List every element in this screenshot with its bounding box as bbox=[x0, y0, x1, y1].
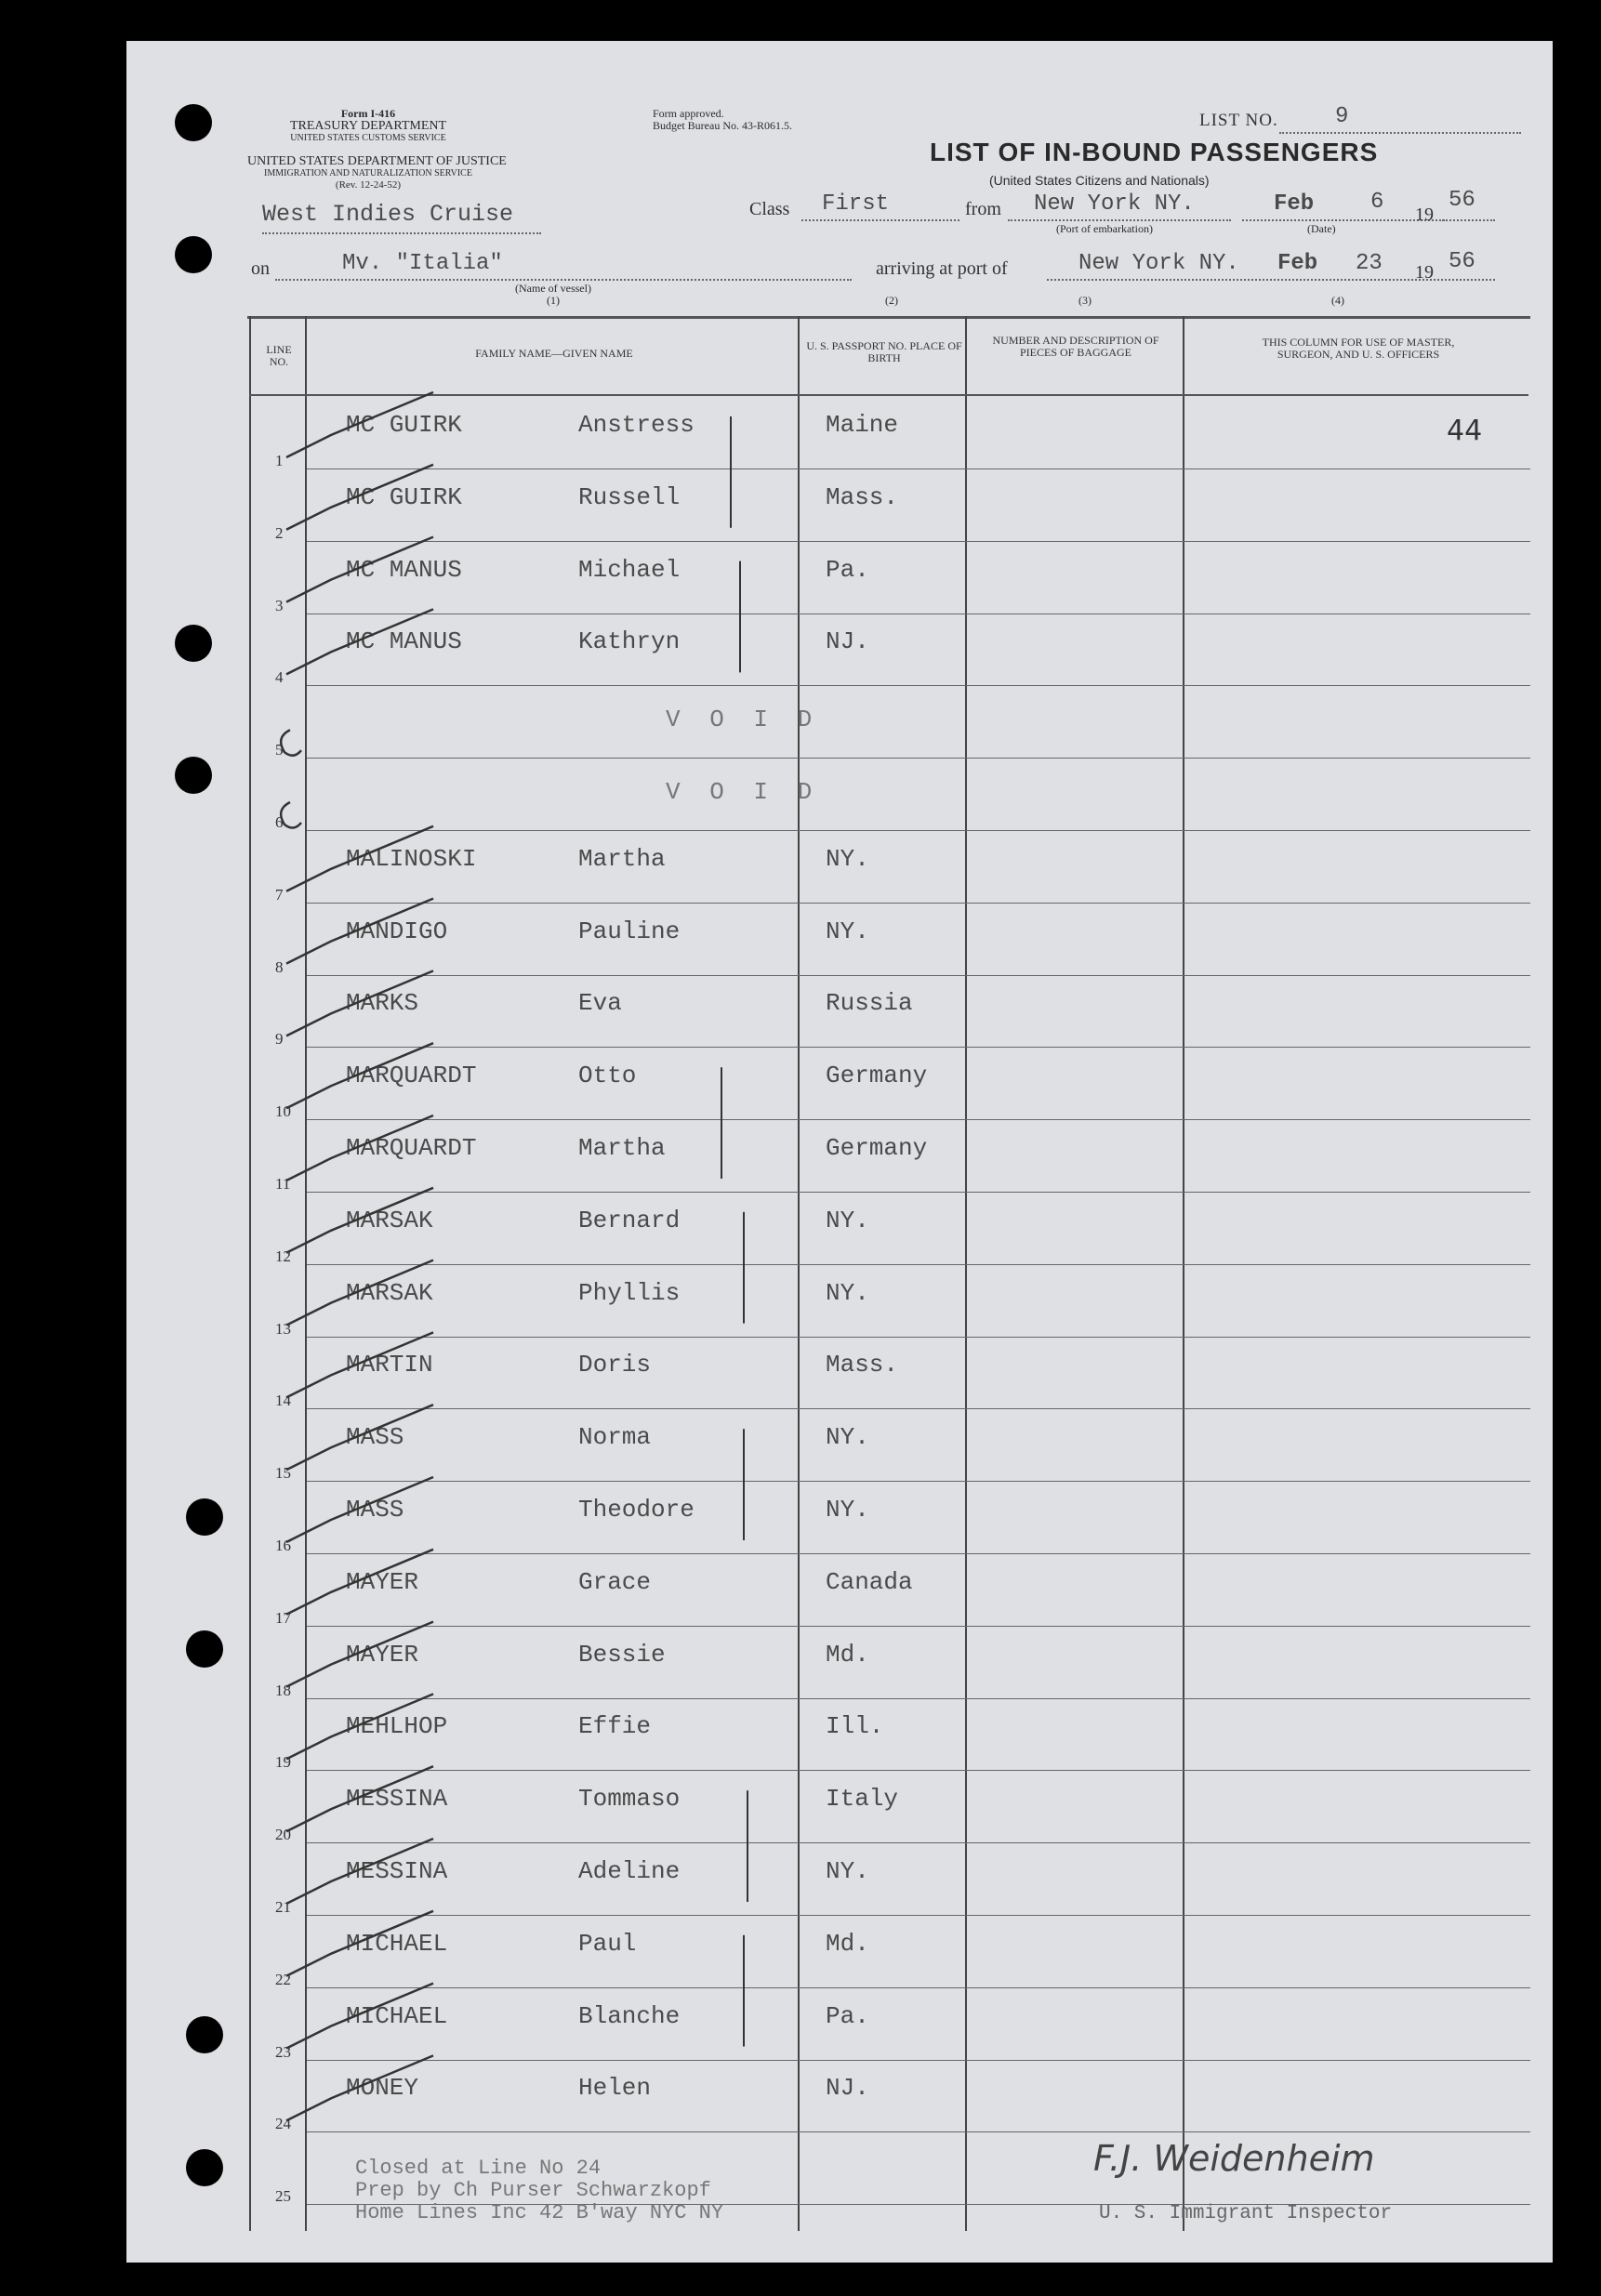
given-name: Kathryn bbox=[578, 627, 681, 656]
from-port: New York NY. bbox=[1034, 191, 1195, 217]
col-baggage: NUMBER AND DESCRIPTION OF PIECES OF BAGGAGE bbox=[992, 334, 1159, 359]
revision: (Rev. 12-24-52) bbox=[335, 179, 402, 191]
place-of-birth: Pa. bbox=[826, 2001, 869, 2030]
from-label: from bbox=[965, 199, 1001, 219]
line-number: 6 bbox=[275, 813, 284, 831]
col-passport: U. S. PASSPORT NO. PLACE OF BIRTH bbox=[806, 339, 962, 364]
given-name: Russell bbox=[578, 482, 681, 511]
arrival-year-prefix: 19 bbox=[1415, 262, 1434, 283]
place-of-birth: NY. bbox=[826, 1206, 869, 1234]
footer-lines: Home Lines Inc 42 B'way NYC NY bbox=[355, 2201, 724, 2224]
arrival-month: Feb bbox=[1277, 251, 1318, 276]
given-name: Eva bbox=[578, 989, 622, 1018]
family-name: MAYER bbox=[346, 1567, 419, 1596]
place-of-birth: Md. bbox=[826, 1929, 869, 1958]
line-number: 24 bbox=[275, 2115, 291, 2133]
family-name: MANDIGO bbox=[346, 917, 448, 945]
check-mark bbox=[286, 1405, 433, 1470]
place-of-birth: Mass. bbox=[826, 482, 899, 511]
given-name: Helen bbox=[578, 2074, 652, 2103]
family-name: MICHAEL bbox=[346, 2001, 448, 2030]
given-name: Pauline bbox=[578, 917, 681, 945]
budget-bureau: Budget Bureau No. 43-R061.5. bbox=[653, 119, 792, 132]
manifest-page bbox=[126, 41, 1553, 2263]
place-of-birth: Mass. bbox=[826, 1351, 899, 1379]
treasury-dept: TREASURY DEPARTMENT bbox=[289, 119, 447, 133]
check-mark bbox=[286, 537, 433, 602]
given-name: Effie bbox=[578, 1712, 652, 1741]
check-mark bbox=[286, 826, 433, 891]
family-name: MC MANUS bbox=[346, 555, 462, 584]
place-of-birth: NY. bbox=[826, 917, 869, 945]
justice-dept: UNITED STATES DEPARTMENT OF JUSTICE bbox=[247, 154, 507, 168]
given-name: Phyllis bbox=[578, 1278, 681, 1307]
given-name: Adeline bbox=[578, 1857, 681, 1885]
line-number: 17 bbox=[275, 1608, 291, 1627]
col-4-marker: (4) bbox=[1331, 294, 1344, 307]
place-of-birth: NY. bbox=[826, 1423, 869, 1452]
line-number: 12 bbox=[275, 1247, 291, 1265]
place-of-birth: NY. bbox=[826, 844, 869, 873]
col-name: FAMILY NAME—GIVEN NAME bbox=[475, 347, 633, 360]
family-name: MEHLHOP bbox=[346, 1712, 448, 1741]
footer-prep: Prep by Ch Purser Schwarzkopf bbox=[355, 2179, 711, 2202]
place-of-birth: Md. bbox=[826, 1640, 869, 1669]
line-number: 1 bbox=[275, 452, 284, 469]
check-mark bbox=[286, 970, 433, 1036]
line-number: 22 bbox=[275, 1970, 291, 1988]
col-1-marker: (1) bbox=[547, 294, 560, 307]
place-of-birth: Maine bbox=[826, 411, 899, 439]
family-name: MASS bbox=[346, 1496, 404, 1524]
col-3-marker: (3) bbox=[1078, 294, 1092, 307]
line-number: 8 bbox=[275, 957, 284, 976]
year-suffix: 56 bbox=[1449, 188, 1475, 213]
inspector-signature: F.J. Weidenheim bbox=[1093, 2138, 1375, 2179]
line-number: 25 bbox=[275, 2187, 291, 2206]
col-line-no: LINE NO. bbox=[266, 343, 292, 368]
check-mark bbox=[286, 1188, 433, 1253]
void-circle-mark bbox=[281, 730, 301, 756]
check-mark bbox=[286, 1839, 433, 1904]
check-mark bbox=[286, 1622, 433, 1687]
vessel-name: Mv. "Italia" bbox=[342, 251, 503, 276]
line-number: 15 bbox=[275, 1464, 291, 1483]
place-of-birth: Germany bbox=[826, 1134, 928, 1162]
date-caption: (Date) bbox=[1307, 222, 1336, 235]
year-prefix: 19 bbox=[1415, 205, 1434, 225]
class-label: Class bbox=[749, 199, 790, 219]
list-no-value: 9 bbox=[1335, 104, 1349, 129]
family-name: MC GUIRK bbox=[346, 482, 462, 511]
line-number: 23 bbox=[275, 2042, 291, 2061]
inspector-title: U. S. Immigrant Inspector bbox=[1099, 2203, 1393, 2224]
place-of-birth: NY. bbox=[826, 1278, 869, 1307]
check-mark bbox=[286, 1115, 433, 1181]
ins-service: IMMIGRATION AND NATURALIZATION SERVICE bbox=[264, 168, 472, 178]
family-name: MARQUARDT bbox=[346, 1134, 477, 1162]
date-month: Feb bbox=[1274, 191, 1315, 217]
line-number: 5 bbox=[275, 741, 284, 759]
given-name: Martha bbox=[578, 844, 666, 873]
port-caption: (Port of embarkation) bbox=[1056, 222, 1153, 235]
customs-service: UNITED STATES CUSTOMS SERVICE bbox=[290, 133, 446, 143]
family-name: MC MANUS bbox=[346, 627, 462, 656]
line-number: 16 bbox=[275, 1537, 291, 1554]
line-number: 13 bbox=[275, 1319, 291, 1338]
given-name: Paul bbox=[578, 1929, 637, 1958]
line-number: 4 bbox=[275, 668, 284, 687]
family-name: MARTIN bbox=[346, 1351, 433, 1379]
arriving-label: arriving at port of bbox=[876, 258, 1008, 279]
family-name: MC GUIRK bbox=[346, 411, 462, 439]
form-approved: Form approved. bbox=[653, 107, 724, 120]
check-mark bbox=[286, 1984, 433, 2049]
check-mark bbox=[286, 1477, 433, 1542]
given-name: Norma bbox=[578, 1423, 652, 1452]
check-mark bbox=[286, 1911, 433, 1976]
given-name: Martha bbox=[578, 1134, 666, 1162]
on-label: on bbox=[251, 258, 270, 279]
check-mark bbox=[286, 609, 433, 674]
family-name: MESSINA bbox=[346, 1857, 448, 1885]
arrival-port: New York NY. bbox=[1078, 251, 1239, 276]
cruise-name: West Indies Cruise bbox=[262, 201, 514, 228]
place-of-birth: NJ. bbox=[826, 2074, 869, 2103]
family-name: MARKS bbox=[346, 989, 419, 1018]
family-name: MONEY bbox=[346, 2074, 419, 2103]
officer-note: 44 bbox=[1447, 415, 1483, 447]
place-of-birth: Italy bbox=[826, 1785, 899, 1814]
check-mark bbox=[286, 1043, 433, 1108]
check-mark bbox=[286, 1260, 433, 1326]
form-number: Form I-416 bbox=[340, 107, 396, 120]
line-number: 14 bbox=[275, 1392, 291, 1410]
check-mark bbox=[286, 2055, 433, 2120]
given-name: Anstress bbox=[578, 411, 695, 439]
line-number: 19 bbox=[275, 1753, 291, 1772]
family-name: MESSINA bbox=[346, 1785, 448, 1814]
line-number: 20 bbox=[275, 1826, 291, 1844]
line-number: 3 bbox=[275, 596, 284, 614]
page-title: LIST OF IN-BOUND PASSENGERS bbox=[930, 138, 1379, 166]
family-name: MALINOSKI bbox=[346, 844, 477, 873]
footer-closed: Closed at Line No 24 bbox=[355, 2157, 602, 2180]
line-number: 10 bbox=[275, 1102, 291, 1121]
given-name: Michael bbox=[578, 555, 681, 584]
family-name: MAYER bbox=[346, 1640, 419, 1669]
line-number: 2 bbox=[275, 523, 284, 542]
date-day: 6 bbox=[1370, 190, 1384, 215]
col-officers: THIS COLUMN FOR USE OF MASTER, SURGEON, AND U. S. OFFICERS bbox=[1262, 336, 1455, 361]
vessel-caption: (Name of vessel) bbox=[515, 282, 591, 295]
family-name: MARQUARDT bbox=[346, 1062, 477, 1090]
check-mark bbox=[286, 1550, 433, 1615]
class-value: First bbox=[822, 191, 890, 217]
list-no-label: LIST NO. bbox=[1199, 111, 1278, 130]
family-name: MICHAEL bbox=[346, 1929, 448, 1958]
given-name: Otto bbox=[578, 1062, 637, 1090]
family-name: MASS bbox=[346, 1423, 404, 1452]
place-of-birth: Russia bbox=[826, 989, 913, 1018]
place-of-birth: Ill. bbox=[826, 1712, 884, 1741]
line-number: 18 bbox=[275, 1681, 291, 1699]
place-of-birth: NY. bbox=[826, 1496, 869, 1524]
given-name: Theodore bbox=[578, 1496, 695, 1524]
line-number: 21 bbox=[275, 1898, 291, 1916]
check-mark bbox=[286, 1332, 433, 1397]
arrival-day: 23 bbox=[1356, 251, 1383, 276]
check-mark bbox=[286, 465, 433, 530]
col-2-marker: (2) bbox=[885, 294, 898, 307]
line-number: 9 bbox=[275, 1030, 284, 1049]
check-mark bbox=[286, 1766, 433, 1831]
place-of-birth: Canada bbox=[826, 1567, 913, 1596]
place-of-birth: Pa. bbox=[826, 555, 869, 584]
given-name: Blanche bbox=[578, 2001, 681, 2030]
void-mark: V O I D bbox=[666, 778, 820, 806]
place-of-birth: NJ. bbox=[826, 627, 869, 656]
line-number: 11 bbox=[275, 1175, 291, 1193]
place-of-birth: Germany bbox=[826, 1062, 928, 1090]
given-name: Doris bbox=[578, 1351, 652, 1379]
check-mark bbox=[286, 392, 433, 457]
family-name: MARSAK bbox=[346, 1278, 433, 1307]
handwritten-marks bbox=[126, 41, 1553, 2263]
void-circle-mark bbox=[281, 802, 301, 828]
check-mark bbox=[286, 1694, 433, 1759]
family-name: MARSAK bbox=[346, 1206, 433, 1234]
line-number: 7 bbox=[275, 885, 284, 904]
given-name: Tommaso bbox=[578, 1785, 681, 1814]
given-name: Bessie bbox=[578, 1640, 666, 1669]
arrival-year-suffix: 56 bbox=[1449, 249, 1475, 274]
check-mark bbox=[286, 899, 433, 964]
given-name: Grace bbox=[578, 1567, 652, 1596]
void-mark: V O I D bbox=[666, 706, 820, 734]
place-of-birth: NY. bbox=[826, 1857, 869, 1885]
page-subtitle: (United States Citizens and Nationals) bbox=[989, 173, 1210, 188]
given-name: Bernard bbox=[578, 1206, 681, 1234]
